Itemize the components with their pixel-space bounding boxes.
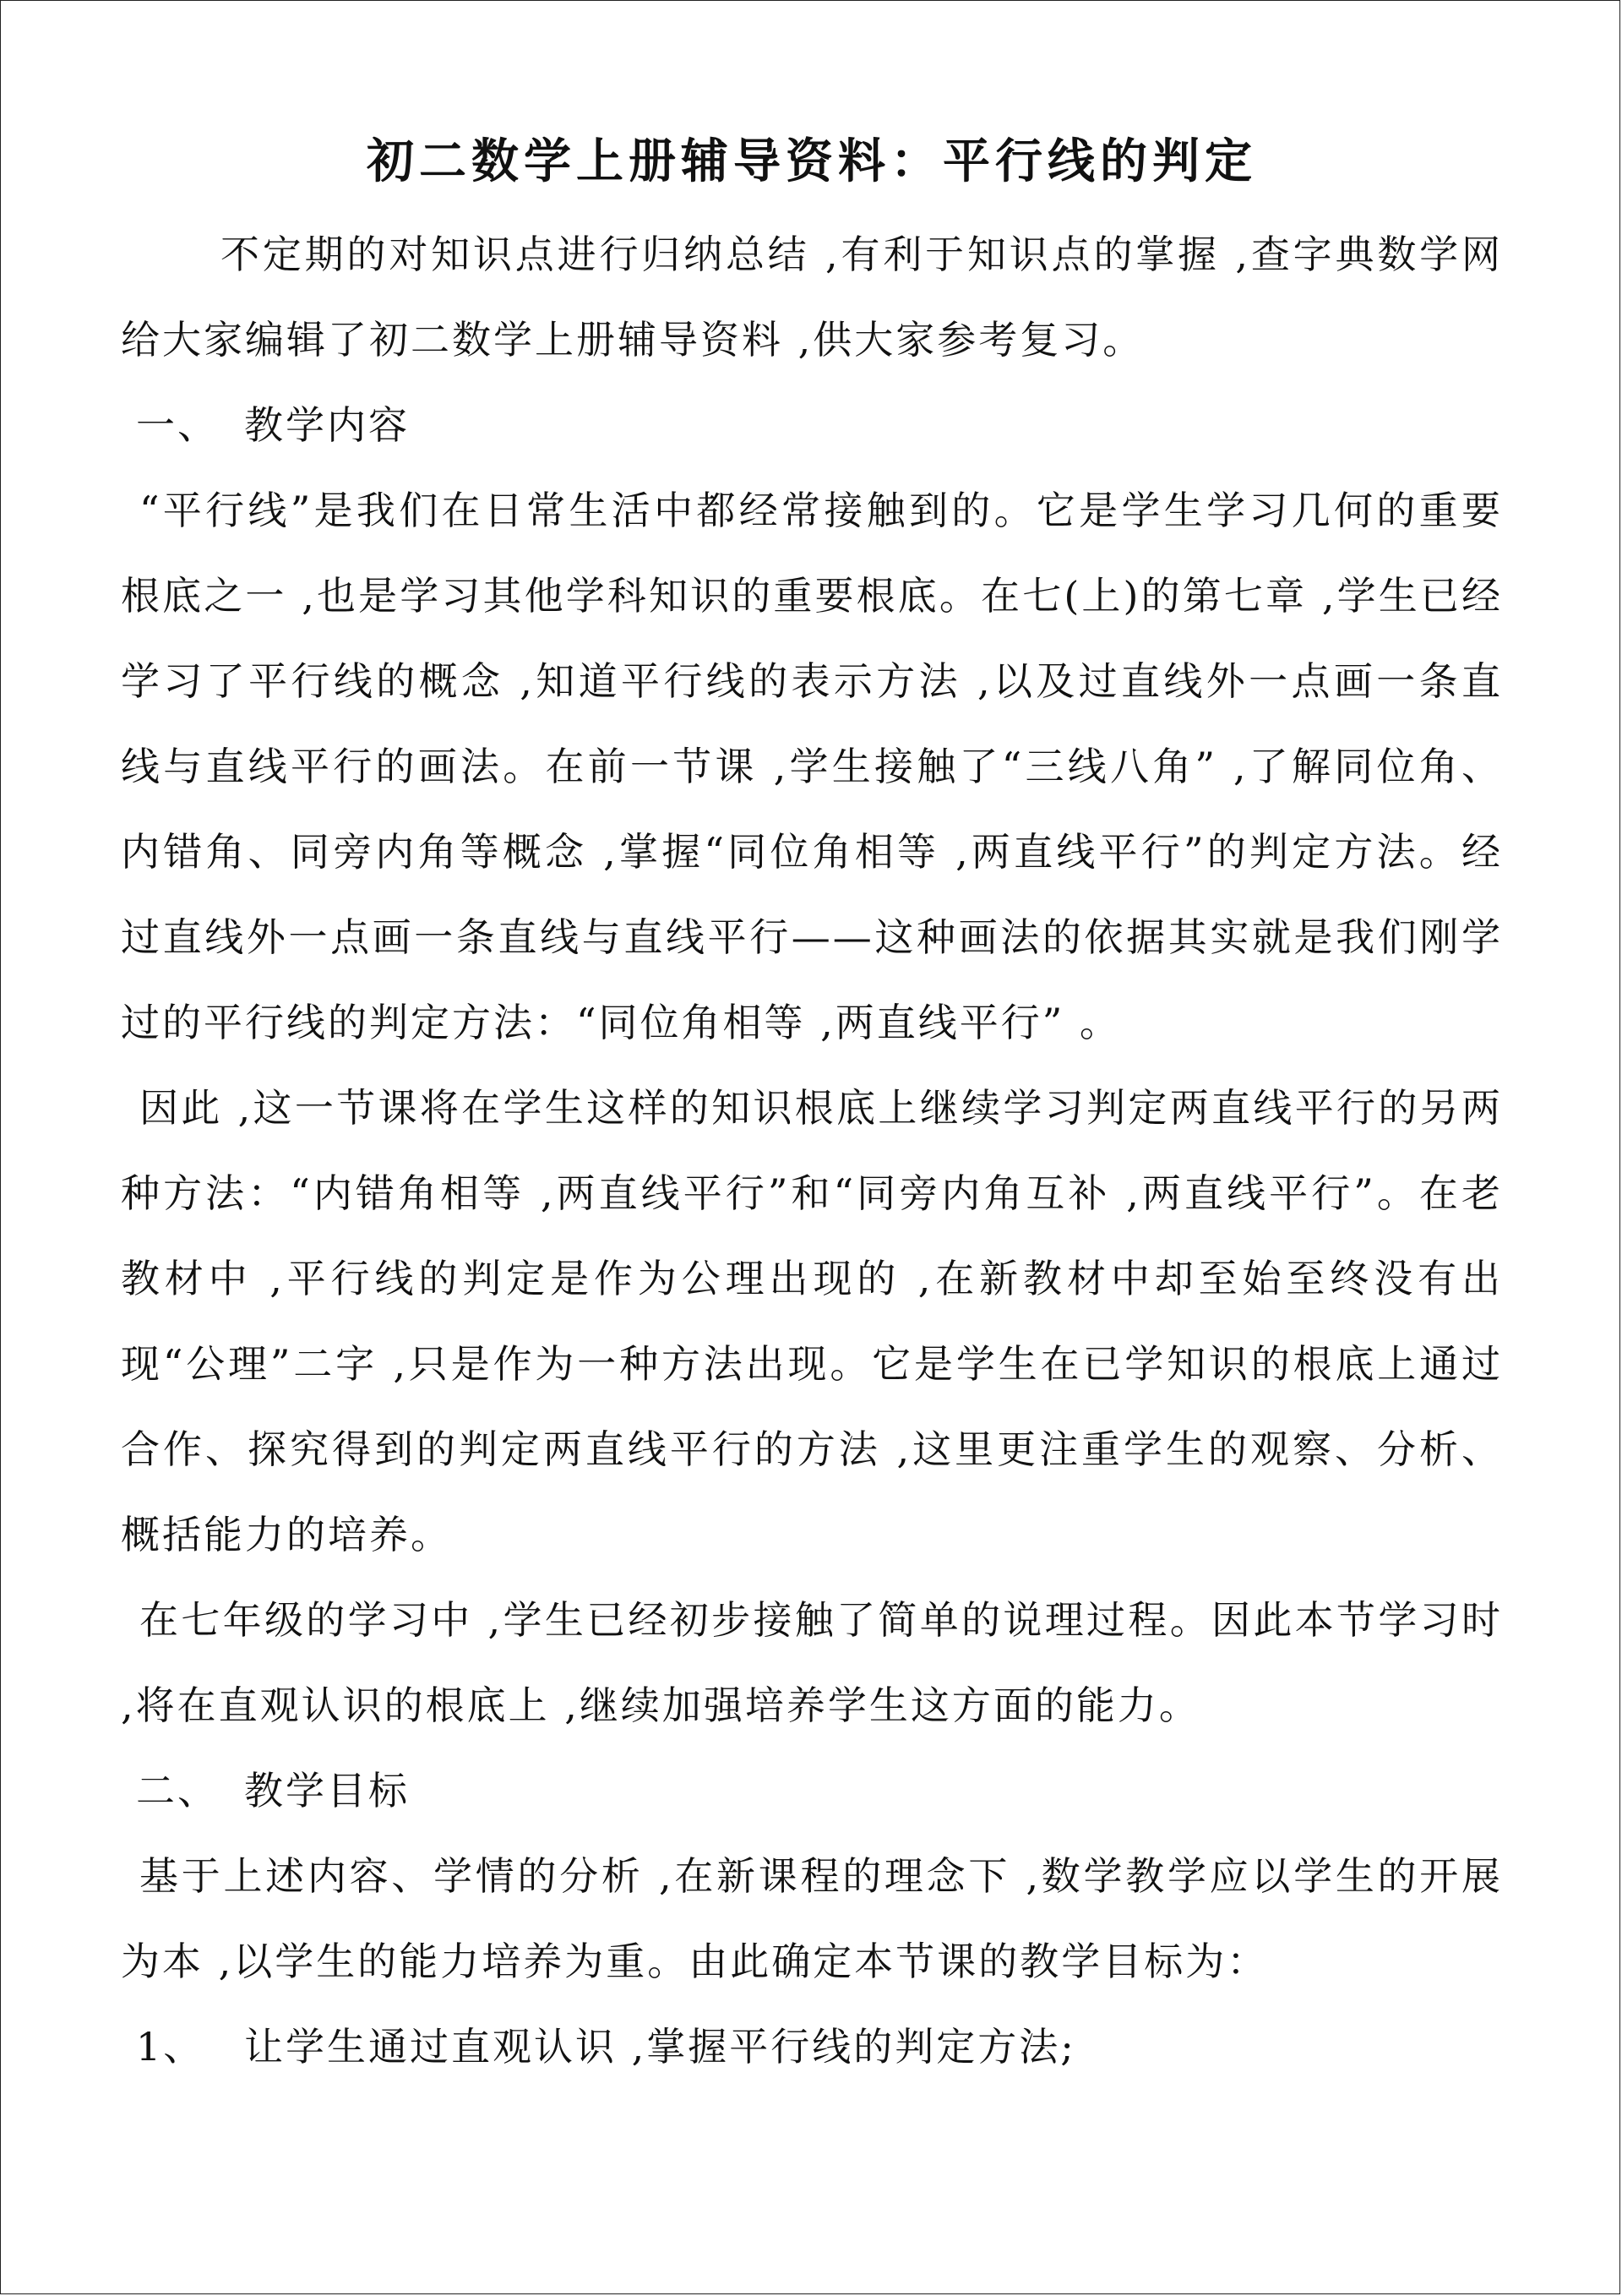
- document-title: 初二数学上册辅导资料：平行线的判定: [367, 134, 1257, 189]
- content-paragraph-2: 因此 ,这一节课将在学生这样的知识根底上继续学习判定两直线平行的另两种方法：“内错角相等 ,两直线平行”和“同旁内角互补 ,两直线平行”。在老教材中 ,平行线的判定是作为公理出现的 ,在新教材中却至始至终没有出现“公理”二字 ,只是作为一种方法出现。它是学生在已学知识的根底上通过合作、探究得到的判定两直线平行的方法 ,这里更注重学生的观察、分析、概括能力的培养。: [121, 1085, 1503, 1557]
- content-paragraph-3: 在七年级的学习中 ,学生已经初步接触了简单的说理过程。因此本节学习时 ,将在直观认识的根底上 ,继续加强培养学生这方面的能力。: [121, 1597, 1503, 1728]
- section-heading-goals: [121, 1748, 1503, 1834]
- list-item-number: 1、: [136, 2024, 205, 2070]
- content-paragraph-1: “平行线”是我们在日常生活中都经常接触到的。它是学生学习几何的重要根底之一 ,也是学习其他学科知识的重要根底。在七(上)的第七章 ,学生已经学习了平行线的概念 ,知道平行线的表示方法 ,以及过直线外一点画一条直线与直线平行的画法。在前一节课 ,学生接触了“三线八角” ,了解同位角、内错角、同旁内角等概念 ,掌握“同位角相等 ,两直线平行”的判定方法。经过直线外一点画一条直线与直线平行——这种画法的依据其实就是我们刚学过的平行线的判定方法：“同位角相等 ,两直线平行” 。: [121, 488, 1503, 1045]
- document-body: [121, 212, 1503, 2090]
- goals-paragraph: 基于上述内容、学情的分析 ,在新课程的理念下 ,数学教学应以学生的开展为本 ,以学生的能力培养为重。由此确定本节课的教学目标为：: [121, 1853, 1503, 1984]
- section-title: 教学内容: [244, 402, 410, 448]
- section-heading-content: [121, 383, 1503, 468]
- section-number: 二、: [136, 1768, 219, 1813]
- goal-list-item-1: [121, 2004, 1503, 2090]
- section-title: 教学目标: [244, 1768, 410, 1813]
- list-item-text: 让学生通过直观认识 ,掌握平行线的判定方法;: [244, 2024, 1076, 2070]
- section-number: 一、: [136, 402, 219, 448]
- intro-paragraph: 不定期的对知识点进行归纳总结 ,有利于知识点的掌握 ,查字典数学网给大家编辑了初二数学上册辅导资料 ,供大家参考复习。: [121, 232, 1503, 363]
